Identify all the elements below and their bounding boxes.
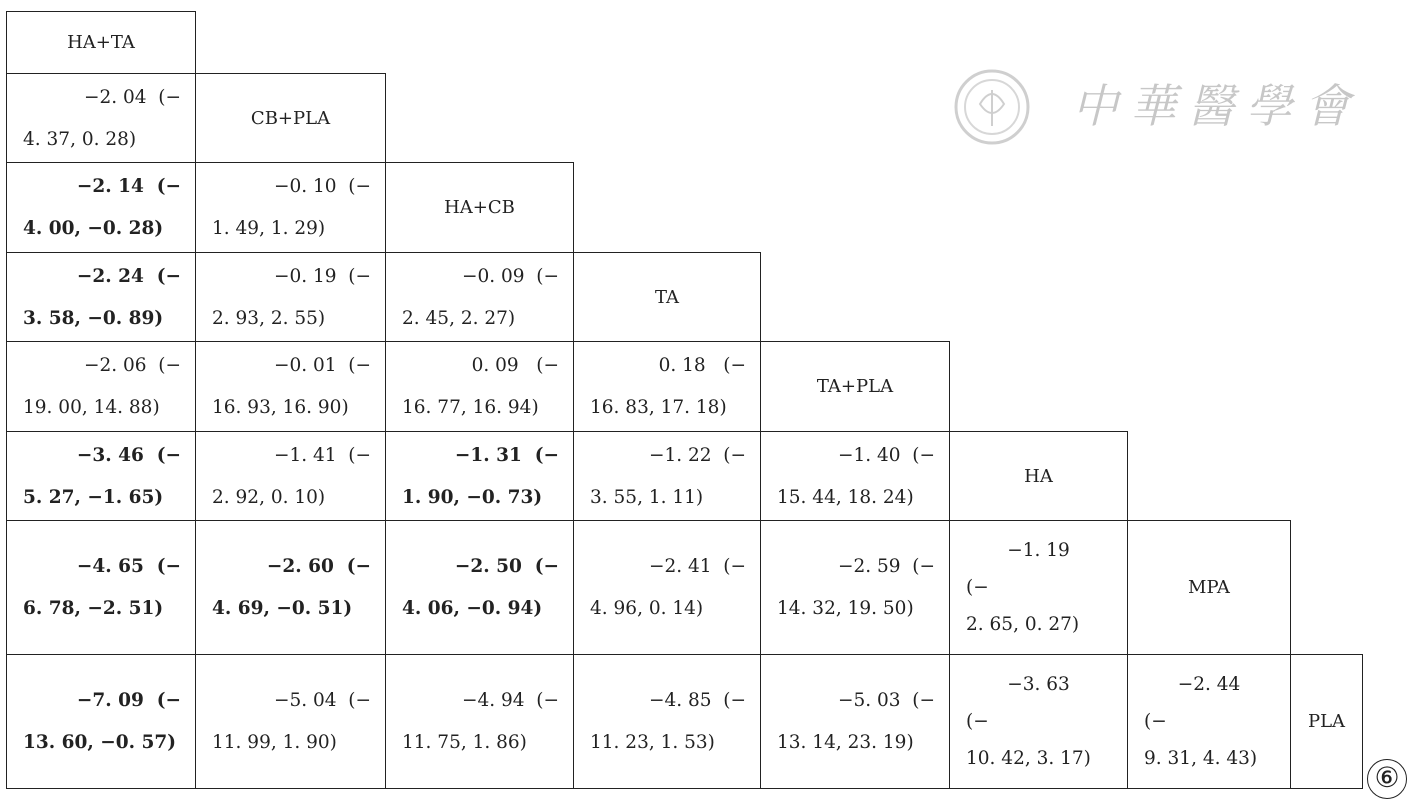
comparison-cell (195, 654, 386, 789)
comparison-cell (760, 431, 950, 521)
effect-line-2: 1. 49, 1. 29) (212, 218, 326, 239)
comparison-cell (573, 431, 761, 521)
treatment-label: TA+PLA (816, 376, 894, 397)
comparison-cell (385, 341, 574, 432)
effect-line-2: 11. 75, 1. 86) (402, 732, 527, 753)
effect-line-2: 13. 60, −0. 57) (23, 732, 177, 753)
effect-line-2: 19. 00, 14. 88) (23, 397, 160, 418)
effect-line-2: 11. 99, 1. 90) (212, 732, 337, 753)
effect-line-2: 2. 93, 2. 55) (212, 307, 326, 329)
effect-line-1: −0. 01 (− (273, 355, 371, 376)
effect-line-1: −2. 60 (− (266, 556, 371, 577)
comparison-cell (573, 654, 761, 789)
effect-line-1: −1. 19 (1007, 540, 1070, 561)
comparison-cell (6, 341, 196, 432)
effect-line-2: 5. 27, −1. 65) (23, 486, 164, 508)
effect-line-3: 2. 65, 0. 27) (966, 614, 1080, 635)
effect-line-2: 2. 45, 2. 27) (402, 307, 516, 329)
effect-line-2: 16. 83, 17. 18) (590, 397, 727, 418)
treatment-label: MPA (1188, 577, 1230, 598)
comparison-cell (6, 520, 196, 655)
effect-line-2: 13. 14, 23. 19) (777, 732, 914, 753)
effect-line-3: 9. 31, 4. 43) (1144, 748, 1258, 769)
treatment-cell (1127, 520, 1291, 655)
effect-line-1: −2. 50 (− (454, 556, 559, 577)
effect-line-1: −1. 41 (− (273, 444, 371, 466)
effect-line-2: 4. 69, −0. 51) (212, 598, 353, 619)
effect-line-2: (− (966, 711, 989, 732)
effect-line-1: −2. 41 (− (648, 556, 746, 577)
comparison-cell (760, 654, 950, 789)
effect-line-2: 16. 93, 16. 90) (212, 397, 349, 418)
watermark (950, 62, 1370, 152)
effect-line-2: 4. 96, 0. 14) (590, 598, 704, 619)
effect-line-2: 4. 37, 0. 28) (23, 128, 137, 150)
comparison-cell (6, 73, 196, 163)
treatment-label: HA+CB (444, 197, 515, 218)
comparison-cell (6, 252, 196, 342)
effect-line-1: −0. 19 (− (273, 265, 371, 287)
effect-line-2: 11. 23, 1. 53) (590, 732, 715, 753)
effect-line-2: (− (966, 577, 989, 598)
effect-line-1: −5. 03 (− (837, 690, 935, 711)
treatment-label: HA+TA (67, 32, 135, 53)
effect-line-1: −2. 59 (− (837, 556, 935, 577)
treatment-label: TA (654, 286, 680, 308)
effect-line-1: −5. 04 (− (273, 690, 371, 711)
effect-line-1: −1. 31 (− (454, 444, 559, 466)
effect-line-1: −7. 09 (− (76, 690, 181, 711)
effect-line-2: (− (1144, 711, 1167, 732)
effect-line-1: −0. 10 (− (273, 176, 371, 197)
comparison-cell (195, 520, 386, 655)
effect-line-1: −2. 04 (− (83, 86, 181, 108)
effect-line-2: 4. 06, −0. 94) (402, 598, 543, 619)
effect-line-1: −1. 40 (− (837, 444, 935, 466)
comparison-cell (573, 341, 761, 432)
treatment-cell (949, 431, 1128, 521)
comparison-cell (195, 252, 386, 342)
comparison-cell (1127, 654, 1291, 789)
treatment-label: PLA (1307, 711, 1346, 732)
effect-line-1: −1. 22 (− (648, 444, 746, 466)
comparison-cell (195, 431, 386, 521)
comparison-cell (949, 654, 1128, 789)
effect-line-1: −2. 06 (− (83, 355, 181, 376)
effect-line-1: −2. 44 (1177, 674, 1241, 695)
comparison-cell (760, 520, 950, 655)
effect-line-1: −3. 46 (− (76, 444, 181, 466)
effect-line-1: −4. 94 (− (461, 690, 559, 711)
treatment-cell (6, 11, 196, 74)
watermark-text: 中華醫學會 (1072, 79, 1362, 133)
comparison-cell (385, 654, 574, 789)
effect-line-2: 1. 90, −0. 73) (402, 486, 543, 508)
comparison-cell (573, 520, 761, 655)
comparison-cell (385, 520, 574, 655)
treatment-label: CB+PLA (250, 107, 331, 129)
effect-line-1: −2. 24 (− (76, 265, 181, 287)
effect-line-2: 16. 77, 16. 94) (402, 397, 539, 418)
treatment-cell (573, 252, 761, 342)
comparison-cell (949, 520, 1128, 655)
effect-line-2: 3. 55, 1. 11) (590, 486, 704, 508)
effect-line-1: −2. 14 (− (76, 176, 181, 197)
effect-line-2: 14. 32, 19. 50) (777, 598, 914, 619)
effect-line-2: 4. 00, −0. 28) (23, 218, 164, 239)
comparison-cell (385, 252, 574, 342)
effect-line-1: 0. 18 (− (658, 355, 746, 376)
comparison-cell (385, 431, 574, 521)
comparison-cell (195, 341, 386, 432)
figure-number-badge: ⑥ (1367, 759, 1407, 799)
effect-line-3: 10. 42, 3. 17) (966, 748, 1091, 769)
treatment-cell (1290, 654, 1363, 789)
treatment-cell (760, 341, 950, 432)
effect-line-1: −4. 85 (− (648, 690, 746, 711)
comparison-cell (6, 431, 196, 521)
comparison-cell (195, 162, 386, 253)
effect-line-1: −0. 09 (− (461, 265, 559, 287)
effect-line-2: 15. 44, 18. 24) (777, 486, 914, 508)
effect-line-1: 0. 09 (− (471, 355, 559, 376)
treatment-label: HA (1024, 465, 1053, 487)
effect-line-2: 2. 92, 0. 10) (212, 486, 326, 508)
effect-line-1: −3. 63 (1007, 674, 1070, 695)
effect-line-2: 6. 78, −2. 51) (23, 598, 164, 619)
treatment-cell (195, 73, 386, 163)
comparison-cell (6, 654, 196, 789)
society-seal-icon (950, 62, 1060, 152)
treatment-cell (385, 162, 574, 253)
effect-line-1: −4. 65 (− (76, 556, 181, 577)
comparison-cell (6, 162, 196, 253)
effect-line-2: 3. 58, −0. 89) (23, 307, 164, 329)
